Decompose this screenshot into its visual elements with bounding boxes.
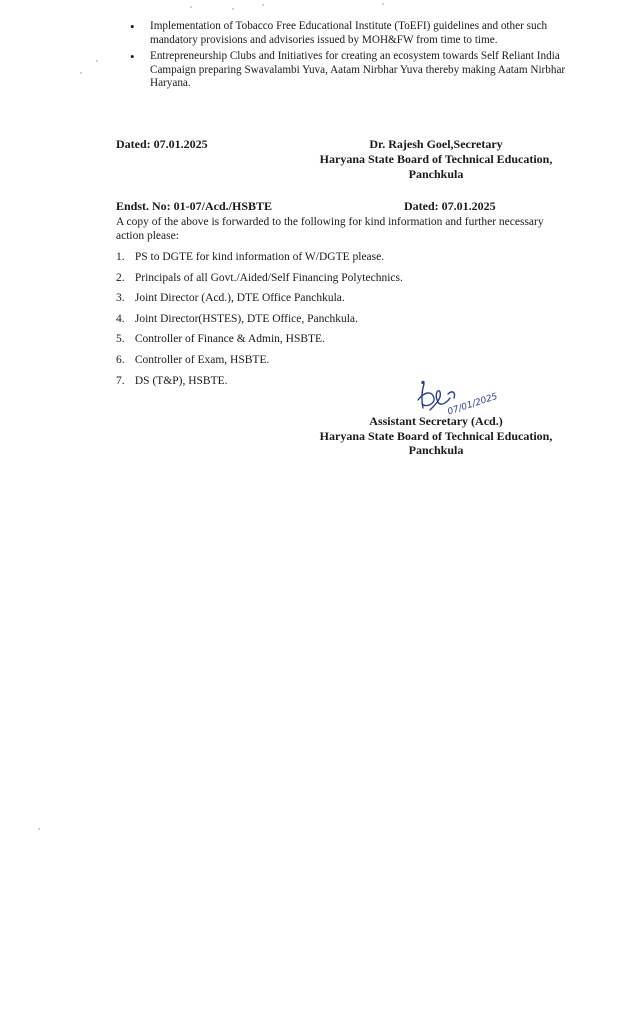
list-item [116, 309, 403, 330]
scan-speck [96, 60, 98, 62]
order-date: Dated: 07.01.2025 [116, 137, 208, 151]
list-number: 4. [116, 312, 125, 325]
assistant-secretary-signature-block [306, 414, 566, 458]
list-item [116, 288, 403, 309]
scan-speck [382, 3, 384, 5]
handwritten-signature [412, 380, 499, 418]
signatory-title: Assistant Secretary (Acd.) [369, 414, 503, 428]
signatory-city: Panchkula [408, 167, 464, 181]
signatory-city: Panchkula [408, 443, 464, 457]
list-number: 2. [116, 271, 125, 284]
handwritten-date: 07/01/2025 [446, 391, 499, 418]
list-item [116, 350, 403, 371]
signatory-organization: Haryana State Board of Technical Education, [319, 152, 553, 166]
secretary-signature-block [306, 137, 566, 182]
endorsement-date: Dated: 07.01.2025 [404, 199, 496, 213]
signatory-organization: Haryana State Board of Technical Education, [319, 428, 553, 443]
recipient-text: Principals of all Govt./Aided/Self Financing Polytechnics. [134, 271, 403, 284]
scan-speck [232, 8, 234, 10]
recipient-text: DS (T&P), HSBTE. [134, 374, 228, 387]
list-item [116, 247, 403, 268]
list-item [116, 329, 403, 350]
endorsement-intro: A copy of the above is forwarded to the following for kind information and further necessary action please: [116, 216, 544, 242]
scan-speck [262, 4, 264, 6]
recipient-text: Controller of Exam, HSBTE. [134, 353, 270, 366]
recipient-list [116, 247, 403, 391]
bullet-item: • Implementation of Tobacco Free Educational Institute (ToEFI) guidelines and other such mandatory provisions and advisories issued by MOH&FW from time to time. [128, 20, 568, 47]
list-number: 3. [116, 292, 125, 305]
list-item [116, 268, 403, 289]
endorsement-number: Endst. No: 01-07/Acd./HSBTE [116, 199, 273, 213]
list-number: 7. [116, 374, 125, 387]
bullet-item: • Entrepreneurship Clubs and Initiatives for creating an ecosystem towards Self Reliant India Campaign preparing Swavalambi Yuva, Aatam Nirbhar Yuva thereby making Aatam Nirbhar Haryana. [128, 50, 568, 91]
list-number: 6. [116, 353, 125, 366]
signatory-name: Dr. Rajesh Goel,Secretary [369, 137, 503, 151]
guidelines-bullet-list [128, 20, 568, 94]
list-item [116, 371, 403, 392]
scan-speck [190, 6, 192, 8]
recipient-text: PS to DGTE for kind information of W/DGTE please. [134, 251, 385, 263]
recipient-text: Controller of Finance & Admin, HSBTE. [134, 333, 325, 346]
recipient-text: Joint Director (Acd.), DTE Office Panchkula. [134, 292, 345, 305]
scan-speck [80, 72, 82, 74]
list-number: 1. [116, 251, 125, 263]
list-number: 5. [116, 333, 125, 346]
recipient-text: Joint Director(HSTES), DTE Office, Panchkula. [134, 312, 358, 325]
scan-speck [38, 828, 40, 830]
